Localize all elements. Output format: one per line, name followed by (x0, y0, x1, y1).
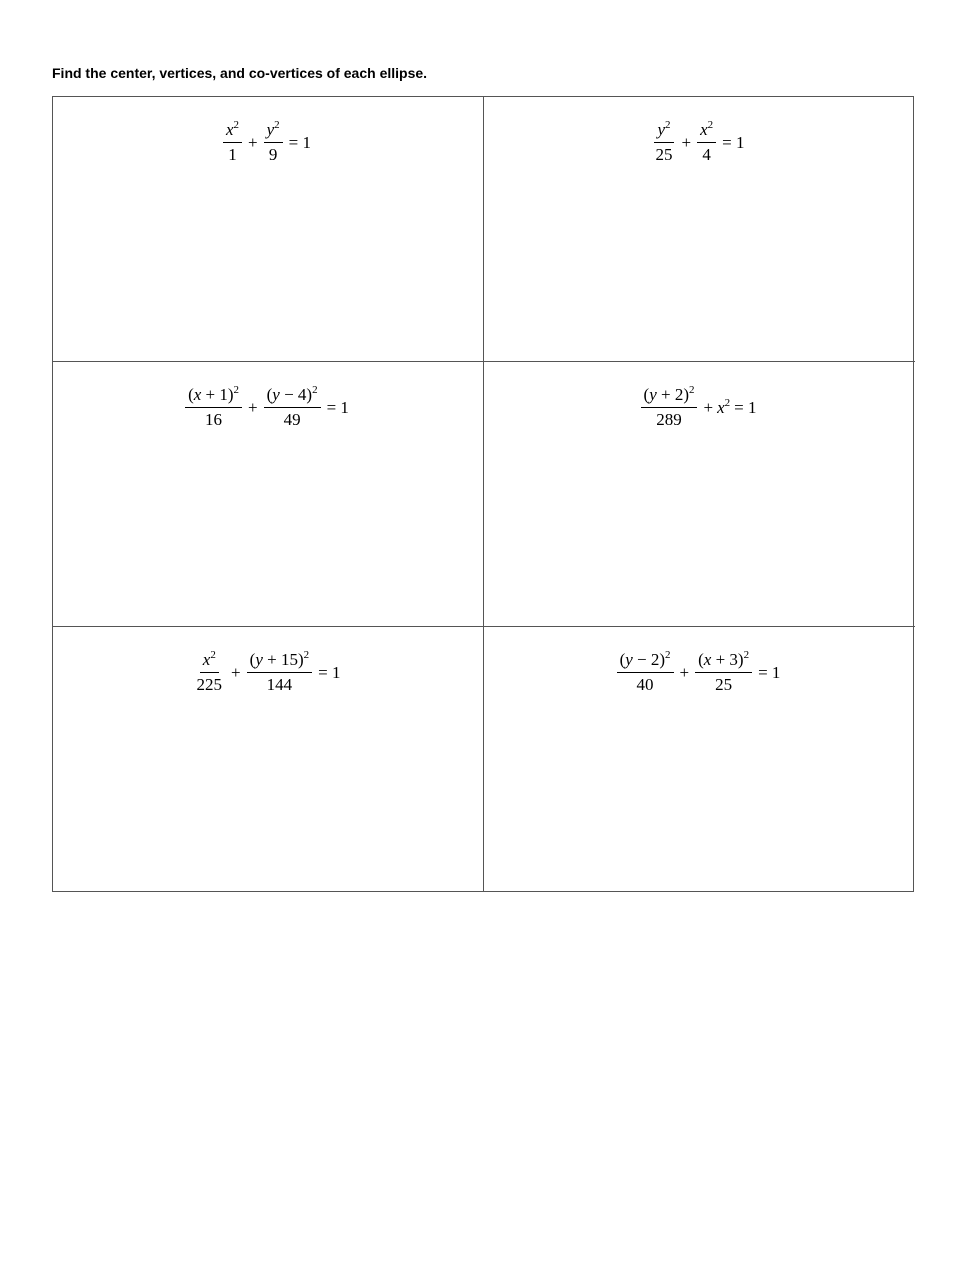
fraction: $\frac{(y + 15)^2}{144}$ (247, 649, 312, 696)
fraction: $\frac{(y + 2)^2}{289}$ (641, 384, 698, 431)
fraction: $\frac{x^2}{4}$ (697, 119, 716, 166)
fraction: $\frac{y^2}{25}$ (655, 119, 673, 164)
equation-6: $\frac{(y - 2)^2}{40}$ + $\frac{(x + 3)^2}{25}$ = 1 (484, 649, 915, 696)
instructions-heading: Find the center, vertices, and co-vertices of each ellipse. (52, 65, 428, 81)
problem-cell-2 (484, 97, 915, 362)
equation-5: $\frac{x^2}{225}$ + $\frac{(y + 15)^2}{144}$ = 1 (53, 649, 483, 696)
fraction: $\frac{(y - 4)^2}{49}$ (264, 384, 321, 431)
ellipse-problem-grid (52, 96, 914, 892)
problem-cell-5 (53, 627, 484, 891)
equation-4: $\frac{(y + 2)^2}{289}$ + $x^2$ = 1 (484, 384, 915, 431)
fraction: $\frac{x^2}{1}$ (223, 119, 242, 166)
equation-1: $\frac{x^2}{1}$ + $\frac{y^2}{9}$ = 1 (53, 119, 483, 166)
fraction: $\frac{x^2}{225}$ (196, 649, 223, 694)
problem-cell-3 (53, 362, 484, 627)
fraction: $\frac{(x + 3)^2}{25}$ (695, 649, 752, 696)
fraction: $\frac{y^2}{9}$ (264, 119, 283, 166)
problem-cell-4 (484, 362, 915, 627)
equation-3: $\frac{(x + 1)^2}{16}$ + $\frac{(y - 4)^2}{49}$ = 1 (53, 384, 483, 431)
fraction: $\frac{(x + 1)^2}{16}$ (185, 384, 242, 431)
problem-cell-1 (53, 97, 484, 362)
equation-2: $\frac{y^2}{25}$ + $\frac{x^2}{4}$ = 1 (484, 119, 915, 166)
fraction: $\frac{(y - 2)^2}{40}$ (617, 649, 674, 696)
problem-cell-6 (484, 627, 915, 891)
